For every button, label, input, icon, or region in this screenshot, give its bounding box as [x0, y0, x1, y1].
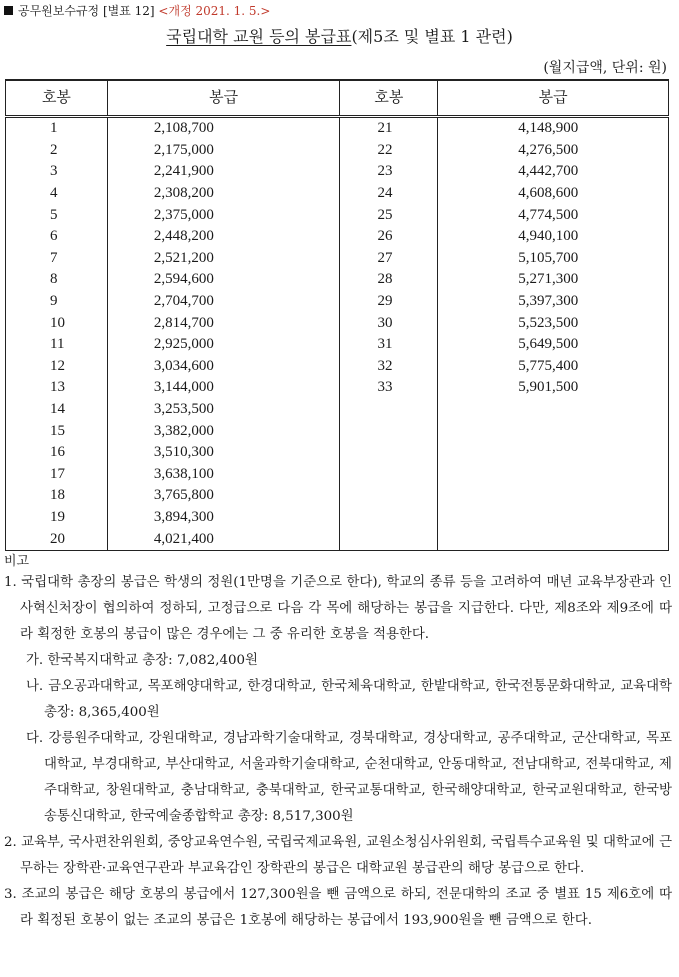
pay-cell: 5,105,700 [438, 248, 669, 270]
table-row [6, 485, 669, 507]
grade-cell: 7 [6, 248, 108, 270]
grade-cell: 2 [6, 140, 108, 162]
regulation-header [4, 2, 270, 19]
table-row [6, 117, 669, 140]
grade-cell: 28 [340, 269, 438, 291]
header-pay: 봉급 [107, 80, 340, 117]
table-row [6, 183, 669, 205]
header-pay: 봉급 [438, 80, 669, 117]
grade-cell: 21 [340, 117, 438, 140]
pay-cell: 2,175,000 [107, 140, 340, 162]
table-row [6, 161, 669, 183]
grade-cell: 19 [6, 507, 108, 529]
pay-cell [438, 399, 669, 421]
grade-cell: 5 [6, 204, 108, 226]
grade-cell [340, 442, 438, 464]
grade-cell: 33 [340, 377, 438, 399]
grade-cell [340, 464, 438, 486]
notes-section [4, 553, 672, 934]
pay-cell: 2,594,600 [107, 269, 340, 291]
pay-cell [438, 528, 669, 550]
pay-cell: 3,253,500 [107, 399, 340, 421]
grade-cell: 10 [6, 312, 108, 334]
pay-cell: 3,034,600 [107, 356, 340, 378]
pay-cell: 2,241,900 [107, 161, 340, 183]
pay-cell: 3,510,300 [107, 442, 340, 464]
table-row [6, 248, 669, 270]
table-header-row [6, 80, 669, 117]
pay-cell: 2,308,200 [107, 183, 340, 205]
pay-cell: 4,148,900 [438, 117, 669, 140]
grade-cell: 6 [6, 226, 108, 248]
pay-cell: 3,382,000 [107, 420, 340, 442]
grade-cell: 15 [6, 420, 108, 442]
grade-cell: 23 [340, 161, 438, 183]
pay-cell [438, 420, 669, 442]
table-row [6, 356, 669, 378]
notes-label: 비고 [4, 554, 30, 569]
grade-cell: 8 [6, 269, 108, 291]
grade-cell: 25 [340, 204, 438, 226]
header-grade: 호봉 [340, 80, 438, 117]
grade-cell: 3 [6, 161, 108, 183]
table-row [6, 420, 669, 442]
pay-cell: 2,108,700 [107, 117, 340, 140]
table-row [6, 269, 669, 291]
grade-cell [340, 485, 438, 507]
pay-cell: 3,765,800 [107, 485, 340, 507]
grade-cell: 17 [6, 464, 108, 486]
regulation-source: 공무원보수규정 [별표 12] [18, 4, 155, 18]
table-row [6, 442, 669, 464]
table-row [6, 507, 669, 529]
grade-cell [340, 528, 438, 550]
note-item-3: 3. 조교의 봉급은 해당 호봉의 봉급에서 127,300원을 뺀 금액으로 하되, 전문대학의 조교 중 별표 15 제6호에 따라 획정된 호봉이 없는 조교의 봉급은 1호봉에 해당하는 봉급에서 193,900원을 뺀 금액으로 한다. [4, 887, 672, 928]
grade-cell: 22 [340, 140, 438, 162]
grade-cell: 20 [6, 528, 108, 550]
pay-cell: 4,442,700 [438, 161, 669, 183]
title-main: 국립대학 교원 등의 봉급표 [166, 27, 352, 46]
pay-cell: 2,521,200 [107, 248, 340, 270]
table-row [6, 377, 669, 399]
grade-cell: 18 [6, 485, 108, 507]
grade-cell: 27 [340, 248, 438, 270]
table-row [6, 226, 669, 248]
pay-cell: 2,448,200 [107, 226, 340, 248]
grade-cell: 32 [340, 356, 438, 378]
table-row [6, 312, 669, 334]
pay-cell: 5,397,300 [438, 291, 669, 313]
salary-table [5, 79, 669, 551]
grade-cell [340, 420, 438, 442]
pay-cell [438, 485, 669, 507]
table-row [6, 140, 669, 162]
pay-cell [438, 464, 669, 486]
grade-cell [340, 399, 438, 421]
grade-cell: 29 [340, 291, 438, 313]
pay-cell: 5,271,300 [438, 269, 669, 291]
black-square-icon [4, 6, 13, 15]
pay-cell: 2,814,700 [107, 312, 340, 334]
grade-cell: 31 [340, 334, 438, 356]
grade-cell [340, 507, 438, 529]
pay-cell: 2,925,000 [107, 334, 340, 356]
table-row [6, 464, 669, 486]
grade-cell: 11 [6, 334, 108, 356]
note-item-2: 2. 교육부, 국사편찬위원회, 중앙교육연수원, 국립국제교육원, 교원소청심사위원회, 국립특수교육원 및 대학교에 근무하는 장학관·교육연구관과 부교육감인 장학관의 봉급은 대학교원 봉급관의 해당 봉급으로 한다. [4, 835, 672, 876]
header-grade: 호봉 [6, 80, 108, 117]
table-row [6, 204, 669, 226]
pay-cell: 4,608,600 [438, 183, 669, 205]
grade-cell: 12 [6, 356, 108, 378]
pay-cell: 5,775,400 [438, 356, 669, 378]
pay-cell: 4,940,100 [438, 226, 669, 248]
grade-cell: 4 [6, 183, 108, 205]
pay-cell: 4,774,500 [438, 204, 669, 226]
grade-cell: 13 [6, 377, 108, 399]
pay-cell [438, 442, 669, 464]
pay-cell: 5,901,500 [438, 377, 669, 399]
unit-note: (월지급액, 단위: 원) [543, 60, 667, 76]
pay-cell: 3,144,000 [107, 377, 340, 399]
pay-cell: 3,638,100 [107, 464, 340, 486]
revision-date: <개정 2021. 1. 5.> [158, 4, 271, 18]
pay-cell: 4,021,400 [107, 528, 340, 550]
pay-cell [438, 507, 669, 529]
pay-cell: 2,704,700 [107, 291, 340, 313]
grade-cell: 9 [6, 291, 108, 313]
grade-cell: 16 [6, 442, 108, 464]
note-item-1-da: 다. 강릉원주대학교, 강원대학교, 경남과학기술대학교, 경북대학교, 경상대학교, 공주대학교, 군산대학교, 목포대학교, 부경대학교, 부산대학교, 서울과학기술대학교, 순천대학교, 안동대학교, 전남대학교, 전북대학교, 제주대학교, 창원대학교, 충남대학교, 충북대학교, 한국교통대학교, 한국해양대학교, 한국교원대학교, 한국방송통신대학교, 한국예술종합학교 총장: 8,517,300원 [26, 731, 672, 824]
table-row [6, 334, 669, 356]
pay-cell: 2,375,000 [107, 204, 340, 226]
table-row [6, 399, 669, 421]
table-row [6, 291, 669, 313]
pay-cell: 3,894,300 [107, 507, 340, 529]
note-item-1-na: 나. 금오공과대학교, 목포해양대학교, 한경대학교, 한국체육대학교, 한밭대학교, 한국전통문화대학교, 교육대학 총장: 8,365,400원 [26, 679, 672, 720]
note-item-1-ga: 가. 한국복지대학교 총장: 7,082,400원 [26, 653, 258, 668]
grade-cell: 24 [340, 183, 438, 205]
grade-cell: 26 [340, 226, 438, 248]
note-item-1: 1. 국립대학 총장의 봉급은 학생의 정원(1만명을 기준으로 한다), 학교의 종류 등을 고려하여 매년 교육부장관과 인사혁신처장이 협의하여 정하되, 고정급으로 다음 각 목에 해당하는 봉급을 지급한다. 다만, 제8조와 제9조에 따라 획정한 호봉의 봉급이 많은 경우에는 그 중 유리한 호봉을 적용한다. [4, 575, 672, 642]
grade-cell: 1 [6, 117, 108, 140]
grade-cell: 14 [6, 399, 108, 421]
document-title [0, 24, 679, 47]
salary-table-body [6, 117, 669, 551]
pay-cell: 5,649,500 [438, 334, 669, 356]
table-row [6, 528, 669, 550]
title-sub: (제5조 및 별표 1 관련) [351, 27, 513, 46]
pay-cell: 5,523,500 [438, 312, 669, 334]
grade-cell: 30 [340, 312, 438, 334]
pay-cell: 4,276,500 [438, 140, 669, 162]
